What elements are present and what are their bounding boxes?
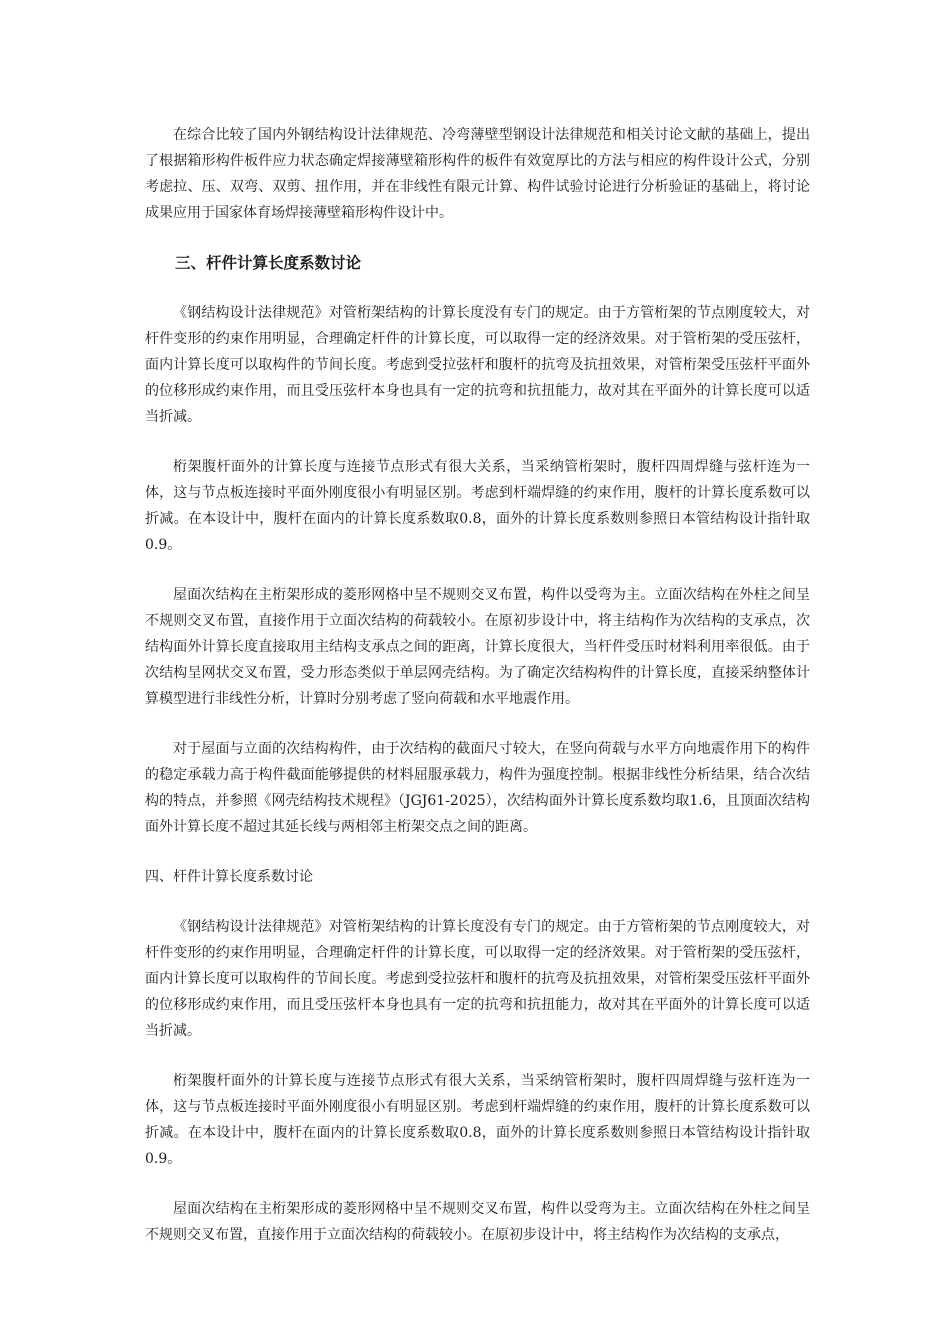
intro-paragraph: 在综合比较了国内外钢结构设计法律规范、冷弯薄壁型钢设计法律规范和相关讨论文献的基础上，提出了根据箱形构件板件应力状态确定焊接薄壁箱形构件的板件有效宽厚比的方法与相应的构件设计公式，分别考虑拉、压、双弯、双剪、扭作用，并在非线性有限元计算、构件试验讨论进行分析验证的基础上，将讨论成果应用于国家体育场焊接薄壁箱形构件设计中。	[145, 127, 810, 221]
section3-paragraph-3: 屋面次结构在主桁架形成的菱形网格中呈不规则交叉布置，构件以受弯为主。立面次结构在外柱之间呈不规则交叉布置，直接作用于立面次结构的荷载较小。在原初步设计中，将主结构作为次结构的支承点，次结构面外计算长度直接取用主结构支承点之间的距离，计算长度很大，当杆件受压时材料利用率很低。由于次结构呈网状交叉布置，受力形态类似于单层网壳结构。为了确定次结构构件的计算长度，直接采纳整体计算模型进行非线性分析，计算时分别考虑了竖向荷载和水平地震作用。	[145, 587, 810, 707]
section4-heading: 四、杆件计算长度系数讨论	[145, 869, 313, 885]
section3-paragraph-2: 桁架腹杆面外的计算长度与连接节点形式有很大关系，当采纳管桁架时，腹杆四周焊缝与弦杆连为一体，这与节点板连接时平面外刚度很小有明显区别。考虑到杆端焊缝的约束作用，腹杆的计算长度系数可以折减。在本设计中，腹杆在面内的计算长度系数取0.8，面外的计算长度系数则参照日本管结构设计指针取0.9。	[145, 459, 810, 553]
section3-paragraph-1: 《钢结构设计法律规范》对管桁架结构的计算长度没有专门的规定。由于方管桁架的节点刚度较大，对杆件变形的约束作用明显，合理确定杆件的计算长度，可以取得一定的经济效果。对于管桁架的受压弦杆，面内计算长度可以取构件的节间长度。考虑到受拉弦杆和腹杆的抗弯及抗扭效果，对管桁架受压弦杆平面外的位移形成约束作用，而且受压弦杆本身也具有一定的抗弯和抗扭能力，故对其在平面外的计算长度可以适当折减。	[145, 305, 810, 425]
section4-paragraph-2: 桁架腹杆面外的计算长度与连接节点形式有很大关系，当采纳管桁架时，腹杆四周焊缝与弦杆连为一体，这与节点板连接时平面外刚度很小有明显区别。考虑到杆端焊缝的约束作用，腹杆的计算长度系数可以折减。在本设计中，腹杆在面内的计算长度系数取0.8，面外的计算长度系数则参照日本管结构设计指针取0.9。	[145, 1073, 810, 1167]
document-page	[145, 122, 810, 1248]
section4-paragraph-1: 《钢结构设计法律规范》对管桁架结构的计算长度没有专门的规定。由于方管桁架的节点刚度较大，对杆件变形的约束作用明显，合理确定杆件的计算长度，可以取得一定的经济效果。对于管桁架的受压弦杆，面内计算长度可以取构件的节间长度。考虑到受拉弦杆和腹杆的抗弯及抗扭效果，对管桁架受压弦杆平面外的位移形成约束作用，而且受压弦杆本身也具有一定的抗弯和抗扭能力，故对其在平面外的计算长度可以适当折减。	[145, 919, 810, 1039]
section3-paragraph-4: 对于屋面与立面的次结构构件，由于次结构的截面尺寸较大，在竖向荷载与水平方向地震作用下的构件的稳定承载力高于构件截面能够提供的材料屈服承载力，构件为强度控制。根据非线性分析结果，结合次结构的特点，并参照《网壳结构技术规程》（JGJ61-2025），次结构面外计算长度系数均取1.6，且顶面次结构面外计算长度不超过其延长线与两相邻主桁架交点之间的距离。	[145, 741, 810, 835]
section3-heading: 三、杆件计算长度系数讨论	[175, 254, 362, 272]
section4-paragraph-3: 屋面次结构在主桁架形成的菱形网格中呈不规则交叉布置，构件以受弯为主。立面次结构在外柱之间呈不规则交叉布置，直接作用于立面次结构的荷载较小。在原初步设计中，将主结构作为次结构的支承点，	[145, 1201, 810, 1243]
